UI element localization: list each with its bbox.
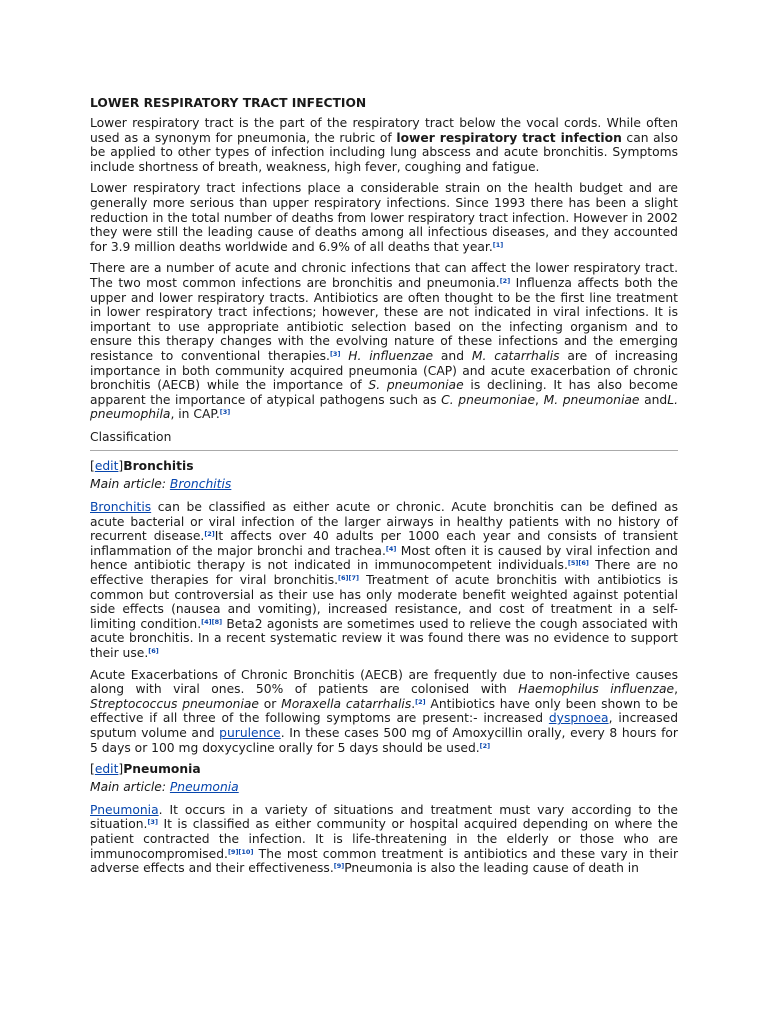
organism-name: M. pneumoniae xyxy=(543,392,640,407)
main-article-link[interactable]: Pneumonia xyxy=(169,780,239,795)
organism-name: S. pneumoniae xyxy=(368,378,464,393)
text: Influenza affects both the upper and lower respiratory tracts. Antibiotics are often thought to be the first line treatment in lower respiratory tract infections; however, these are not indicated in viral infections. It is important to use appropriate antibiotic selection based on the infecting organism and to ensure this therapy changes with the evolving nature of these infections and the emerging resistance to conventional therapies. xyxy=(90,275,678,363)
text: Main article: xyxy=(90,780,170,795)
citation-link[interactable]: [4] xyxy=(385,544,397,553)
text: can be classified as either acute or chronic. Acute bronchitis can be defined as acute bacterial or viral infection of the larger airways in healthy patients with no history of recurrent disease. xyxy=(90,500,678,544)
citation-link[interactable]: [2] xyxy=(204,530,215,539)
text: and xyxy=(639,392,668,407)
text: or xyxy=(258,696,282,711)
organism-name: H. influenzae xyxy=(340,348,434,363)
edit-link[interactable]: edit xyxy=(94,459,119,474)
citation-link[interactable]: [3] xyxy=(147,818,158,827)
text: Most often it is caused by viral infection and hence antibiotic therapy is not indicated in immunocompetent individuals. xyxy=(90,543,678,573)
organism-name: Haemophilus influenzae xyxy=(518,682,675,697)
text: . It occurs in a variety of situations and treatment must vary according to the situation. xyxy=(90,802,678,832)
text: Treatment of acute bronchitis with antibiotics is common but controversial as their use has only moderate benefit weighted against potential side effects (nausea and vomiting), increased resistance, and cost of treatment in a self-limiting condition. xyxy=(90,573,678,631)
purulence-link[interactable]: purulence xyxy=(219,725,281,740)
citation-link[interactable]: [10] xyxy=(238,847,254,856)
text: Lower respiratory tract infections place a considerable strain on the health budget and are generally more serious than upper respiratory infections. Since 1993 there has been a slight reduction in the total number of deaths from lower respiratory tract infection. However in 2002 they were still the leading cause of deaths among all infectious diseases, and they accounted for 3.9 million deaths worldwide and 6.9% of all deaths that year. xyxy=(90,181,678,254)
text: , increased sputum volume and xyxy=(90,711,678,740)
citation[interactable] xyxy=(334,862,344,870)
citation-link[interactable]: [2] xyxy=(415,697,426,706)
classification-label: Classification xyxy=(90,429,172,444)
text: It is classified as either community or hospital acquired depending on where the patient contracted the infection. It is life-threatening in the elderly or those who are immunocompromised. xyxy=(90,817,678,861)
dyspnoea-link[interactable]: dyspnoea xyxy=(548,711,609,726)
citation-link[interactable]: [5] xyxy=(567,559,579,568)
bracket: ] xyxy=(118,762,124,777)
section-title: Bronchitis xyxy=(123,459,194,474)
citation-link[interactable]: [6] xyxy=(148,647,159,655)
citation[interactable] xyxy=(228,848,253,856)
text: Antibiotics have only been shown to be effective if all three of the following symptoms are present:- increased xyxy=(90,696,678,726)
text: There are a number of acute and chronic infections that can affect the lower respiratory tract. The two most common infections are bronchitis and pneumonia. xyxy=(90,261,678,290)
text: . xyxy=(411,696,416,711)
organism-name: Moraxella catarrhalis xyxy=(281,696,412,711)
text: , in CAP. xyxy=(170,407,220,422)
text: The most common treatment is antibiotics and these vary in their adverse effects and their effectiveness. xyxy=(90,846,678,876)
text: Main article: xyxy=(90,477,170,492)
text: and xyxy=(433,348,472,363)
text: , xyxy=(674,682,678,697)
citation-link[interactable]: [8] xyxy=(211,617,223,626)
text: , xyxy=(535,392,544,407)
citation[interactable] xyxy=(493,241,503,249)
citation-link[interactable]: [9] xyxy=(227,847,239,856)
pneumonia-link[interactable]: Pneumonia xyxy=(90,802,159,817)
organism-name: C. pneumoniae xyxy=(441,392,536,407)
article xyxy=(90,96,678,883)
citation[interactable] xyxy=(415,698,425,706)
edit-link[interactable]: edit xyxy=(94,762,119,777)
text: can also be applied to other types of infection including lung abscess and acute bronchitis. Symptoms include shortness of breath, weakness, high fever, coughing and fatigue. xyxy=(90,130,678,174)
text: is declining. It has also become apparent the importance of atypical pathogens such as xyxy=(90,378,678,407)
organism-name: Streptococcus pneumoniae xyxy=(90,696,259,711)
citation[interactable] xyxy=(147,818,157,826)
citation-link[interactable]: [4] xyxy=(201,617,212,626)
intro-paragraph-3 xyxy=(90,261,678,422)
citation-link[interactable]: [2] xyxy=(479,741,491,750)
citation[interactable] xyxy=(201,618,222,626)
organism-name: L. pneumophila xyxy=(90,392,678,422)
section-title: Pneumonia xyxy=(123,762,201,777)
text: There are no effective therapies for viral bronchitis. xyxy=(90,558,678,588)
intro-paragraph-1 xyxy=(90,116,678,174)
bracket: [ xyxy=(90,459,95,474)
section-divider xyxy=(90,450,678,451)
bracket: [ xyxy=(90,762,95,777)
bold-term: lower respiratory tract infection xyxy=(396,130,622,145)
citation-link[interactable]: [6] xyxy=(338,574,349,583)
citation-link[interactable]: [3] xyxy=(219,408,231,417)
intro-paragraph-2 xyxy=(90,181,678,254)
citation-link[interactable]: [2] xyxy=(499,276,511,285)
citation-link[interactable]: [3] xyxy=(329,349,341,358)
text: Lower respiratory tract is the part of the respiratory tract below the vocal cords. While often used as a synonym for pneumonia, the rubric of xyxy=(90,116,678,145)
citation-link[interactable]: [1] xyxy=(492,240,504,249)
citation[interactable] xyxy=(500,277,510,285)
bronchitis-paragraph-2 xyxy=(90,668,678,756)
text: Pneumonia is also the leading cause of death in xyxy=(344,861,639,876)
page-title: LOWER RESPIRATORY TRACT INFECTION xyxy=(90,96,367,110)
bronchitis-paragraph-1 xyxy=(90,500,678,661)
citation-link[interactable]: [6] xyxy=(578,559,589,568)
citation[interactable] xyxy=(338,574,359,582)
text: Acute Exacerbations of Chronic Bronchitis (AECB) are frequently due to non-infective causes along with viral ones. 50% of patients are colonised with xyxy=(90,667,678,697)
organism-name: M. catarrhalis xyxy=(471,348,560,363)
main-article-note xyxy=(90,780,678,795)
citation[interactable] xyxy=(204,530,214,538)
citation[interactable] xyxy=(480,742,490,750)
citation[interactable] xyxy=(386,545,396,553)
citation[interactable] xyxy=(568,559,589,567)
bronchitis-heading xyxy=(90,459,678,473)
main-article-link[interactable]: Bronchitis xyxy=(169,477,232,492)
citation-link[interactable]: [9] xyxy=(333,862,345,871)
citation[interactable] xyxy=(330,350,340,358)
text: Beta2 agonists are sometimes used to relieve the cough associated with acute bronchitis. In a recent systematic review it was found there was no evidence to support their use. xyxy=(90,616,678,660)
citation[interactable] xyxy=(220,408,230,416)
text: It affects over 40 adults per 1000 each year and consists of transient inflammation of the major bronchi and trachea. xyxy=(90,529,678,558)
main-article-note xyxy=(90,477,678,492)
citation[interactable] xyxy=(148,647,158,655)
pneumonia-heading xyxy=(90,762,678,776)
bracket: ] xyxy=(118,459,124,474)
pneumonia-paragraph-1 xyxy=(90,803,678,876)
citation-link[interactable]: [7] xyxy=(348,574,359,583)
text: are of increasing importance in both community acquired pneumonia (CAP) and acute exacerbation of chronic bronchitis (AECB) while the importance of xyxy=(90,348,678,393)
bronchitis-link[interactable]: Bronchitis xyxy=(90,500,152,515)
text: . In these cases 500 mg of Amoxycillin orally, every 8 hours for 5 days or 100 mg doxycycline orally for 5 days should be used. xyxy=(90,725,678,755)
